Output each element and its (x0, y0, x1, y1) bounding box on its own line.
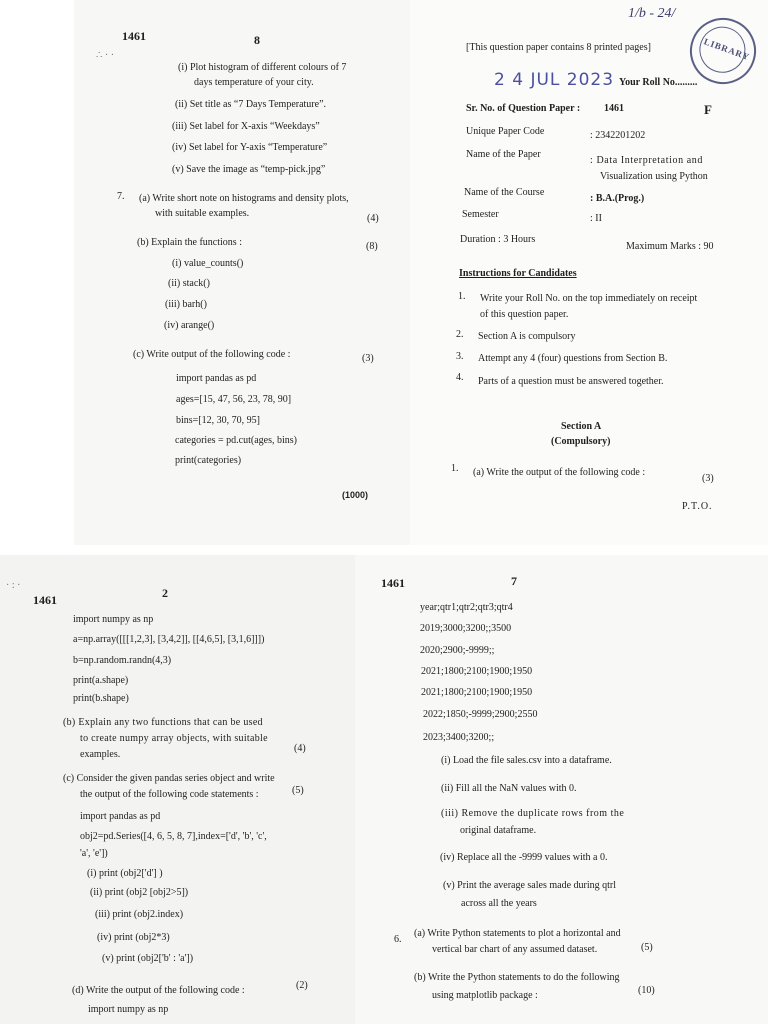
instruction-number: 2. (456, 329, 464, 340)
instruction-text: of this question paper. (480, 309, 569, 320)
code-line: obj2=pd.Series([4, 6, 5, 8, 7],index=['d', 'b', 'c', (80, 831, 267, 842)
text-line: to create numpy array objects, with suitable (80, 733, 268, 744)
field-value: : Data Interpretation and (590, 155, 704, 166)
speckle-mark: ∴ · · (96, 50, 115, 61)
text-line: (b) Explain the functions : (137, 237, 242, 248)
text-line: (c) Write output of the following code : (133, 349, 291, 360)
field-label: Semester (462, 209, 499, 220)
pto-label: P.T.O. (682, 501, 713, 512)
page-number: 7 (511, 574, 517, 588)
set-letter: F (704, 102, 712, 117)
text-line: days temperature of your city. (194, 77, 314, 88)
text-line: (a) Write short note on histograms and density plots, (139, 193, 349, 204)
text-line: (iv) Set label for Y-axis “Temperature” (172, 142, 328, 153)
field-value: : 2342201202 (590, 130, 646, 141)
csv-line: 2021;1800;2100;1900;1950 (421, 687, 533, 698)
instruction-text: Attempt any 4 (four) questions from Section B. (478, 353, 668, 364)
field-value: Visualization using Python (600, 171, 708, 182)
instruction-text: Parts of a question must be answered together. (478, 376, 664, 387)
page-code: 1461 (33, 593, 57, 607)
page-number: 8 (254, 33, 260, 47)
field-label: Name of the Course (464, 187, 545, 198)
code-line: ages=[15, 47, 56, 23, 78, 90] (176, 394, 292, 405)
code-line: print(b.shape) (73, 693, 129, 704)
text-line: (ii) Fill all the NaN values with 0. (441, 783, 577, 794)
instruction-text: Write your Roll No. on the top immediately on receipt (480, 293, 698, 304)
code-line: import numpy as np (73, 614, 154, 625)
text-line: using matplotlib package : (432, 990, 538, 1001)
instruction-text: Section A is compulsory (478, 331, 576, 342)
field-label: Name of the Paper (466, 149, 541, 160)
text-line: (i) Load the file sales.csv into a dataframe. (441, 755, 612, 766)
code-line: import numpy as np (88, 1004, 169, 1015)
question-number: 7. (117, 191, 125, 202)
question-number: 6. (394, 934, 402, 945)
field-value: : II (590, 213, 602, 224)
marks: (2) (296, 980, 308, 991)
text-line: with suitable examples. (155, 208, 250, 219)
text-line: (iv) Replace all the -9999 values with a 0. (440, 852, 608, 863)
marks: (4) (367, 213, 379, 224)
sr-number-label: Sr. No. of Question Paper : (466, 103, 581, 114)
text-line: across all the years (461, 898, 537, 909)
marks: (3) (362, 353, 374, 364)
page-number: 2 (162, 586, 168, 600)
text-line: (a) Write Python statements to plot a horizontal and (414, 928, 621, 939)
text-line: (iii) barh() (165, 299, 207, 310)
code-line: print(categories) (175, 455, 242, 466)
text-line: (v) Print the average sales made during qtrl (443, 880, 616, 891)
instruction-number: 4. (456, 372, 464, 383)
sr-number-value: 1461 (604, 103, 624, 114)
csv-line: 2020;2900;-9999;; (420, 645, 495, 656)
instruction-number: 3. (456, 351, 464, 362)
code-line: import pandas as pd (176, 373, 257, 384)
csv-line: 2023;3400;3200;; (423, 732, 495, 743)
question-number: 1. (451, 463, 459, 474)
code-line: print(a.shape) (73, 675, 129, 686)
text-line: (i) value_counts() (172, 258, 244, 269)
code-line: import pandas as pd (80, 811, 161, 822)
marks: (10) (638, 985, 655, 996)
marks: (8) (366, 241, 378, 252)
stamp-label: LIBRARY (702, 36, 752, 63)
text-line: (iv) arange() (164, 320, 215, 331)
sheet-gap (0, 545, 768, 555)
text-line: (b) Write the Python statements to do the following (414, 972, 620, 983)
duration: Duration : 3 Hours (460, 234, 536, 245)
instruction-number: 1. (458, 291, 466, 302)
text-line: (ii) Set title as “7 Days Temperature”. (175, 99, 327, 110)
text-line: the output of the following code statements : (80, 789, 259, 800)
text-line: examples. (80, 749, 121, 760)
section-subtitle: (Compulsory) (551, 436, 611, 447)
marks: (5) (292, 785, 304, 796)
marks: (3) (702, 473, 714, 484)
handwritten-date: 2 4 JUL 2023 (494, 70, 615, 90)
code-line: (v) print (obj2['b' : 'a']) (102, 953, 194, 964)
code-line: (ii) print (obj2 [obj2>5]) (90, 887, 189, 898)
speckle-mark: · : · (6, 580, 21, 591)
text-line: original dataframe. (460, 825, 537, 836)
roll-number-label: Your Roll No......... (619, 77, 698, 88)
text-line: (ii) stack() (168, 278, 210, 289)
code-line: (iii) print (obj2.index) (95, 909, 184, 920)
code-line: a=np.array([[[1,2,3], [3,4,2]], [[4,6,5], [3,1,6]]]) (73, 634, 265, 645)
handwritten-note: 1/b - 24/ (628, 6, 676, 21)
code-line: categories = pd.cut(ages, bins) (175, 435, 297, 446)
marks: (5) (641, 942, 653, 953)
text-line: (d) Write the output of the following code : (72, 985, 245, 996)
code-line: (iv) print (obj2*3) (97, 932, 170, 943)
marks: (4) (294, 743, 306, 754)
csv-line: 2022;1850;-9999;2900;2550 (423, 709, 538, 720)
code-line: b=np.random.randn(4,3) (73, 655, 172, 666)
code-line: (i) print (obj2['d'] ) (87, 868, 163, 879)
field-value: : B.A.(Prog.) (590, 193, 645, 204)
notice-pages: [This question paper contains 8 printed pages] (466, 42, 651, 53)
csv-line: year;qtr1;qtr2;qtr3;qtr4 (420, 602, 513, 613)
text-line: (b) Explain any two functions that can be used (63, 717, 263, 728)
text-line: (v) Save the image as “temp-pick.jpg” (172, 164, 326, 175)
page-code: 1461 (122, 29, 146, 43)
max-marks: Maximum Marks : 90 (626, 241, 714, 252)
csv-line: 2021;1800;2100;1900;1950 (421, 666, 533, 677)
field-label: Unique Paper Code (466, 126, 545, 137)
text-line: (iii) Set label for X-axis “Weekdays” (172, 121, 320, 132)
instructions-heading: Instructions for Candidates (459, 268, 577, 279)
code-line: 'a', 'e']) (80, 848, 108, 859)
text-line: (c) Consider the given pandas series object and write (63, 773, 275, 784)
copies-count: (1000) (342, 490, 369, 500)
text-line: (iii) Remove the duplicate rows from the (441, 808, 625, 819)
code-line: bins=[12, 30, 70, 95] (176, 415, 260, 426)
page-code: 1461 (381, 576, 405, 590)
csv-line: 2019;3000;3200;;3500 (420, 623, 512, 634)
question-text: (a) Write the output of the following code : (473, 467, 646, 478)
text-line: vertical bar chart of any assumed dataset. (432, 944, 598, 955)
text-line: (i) Plot histogram of different colours of 7 (178, 62, 347, 73)
section-title: Section A (561, 421, 602, 432)
